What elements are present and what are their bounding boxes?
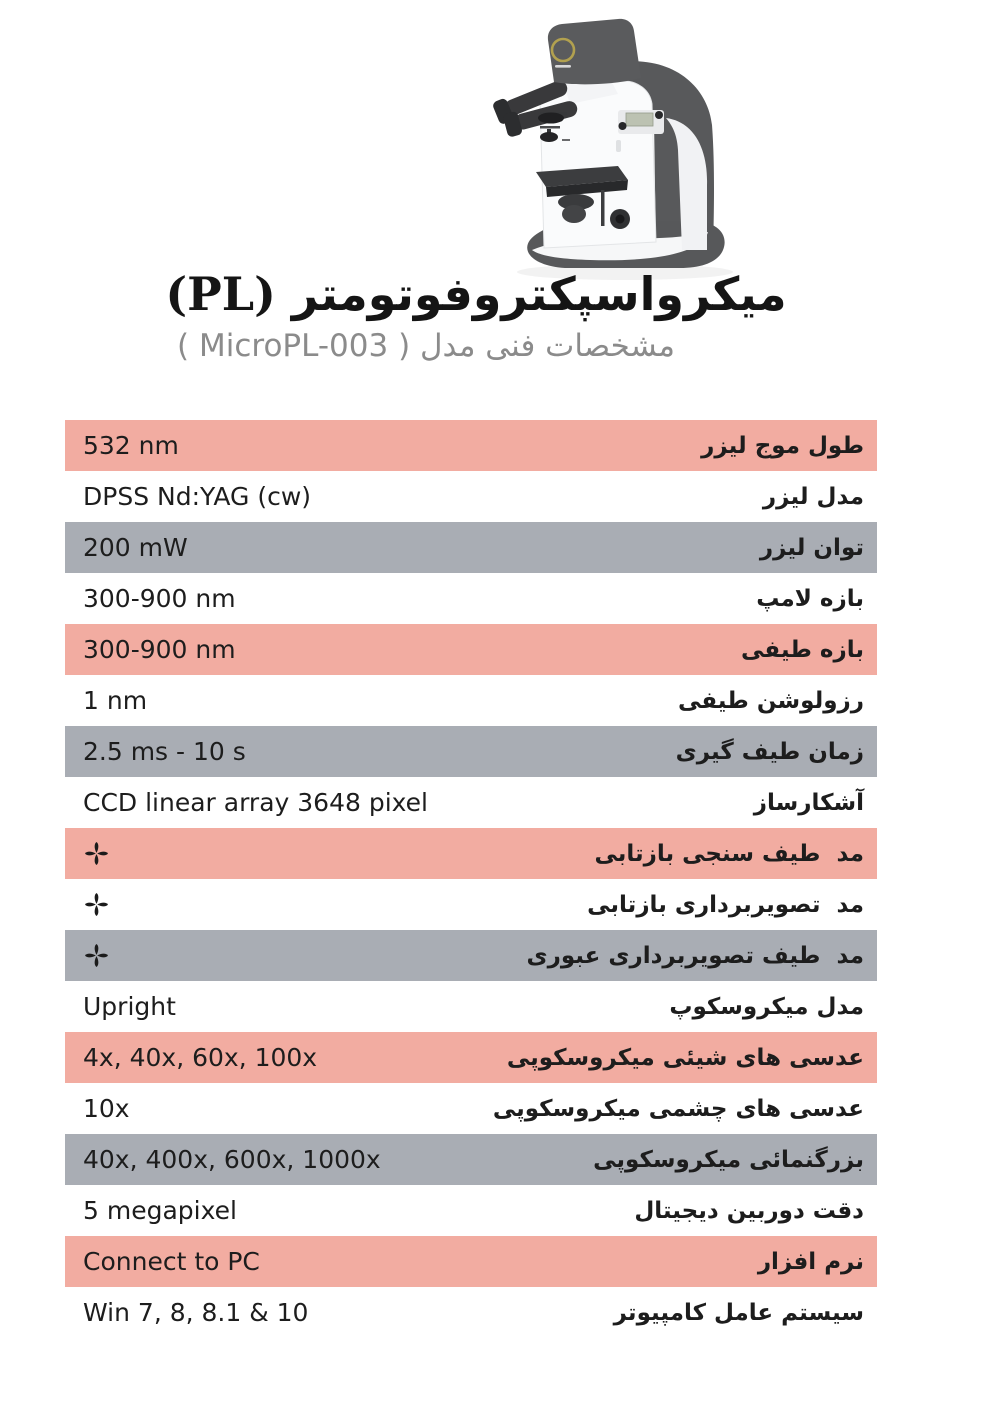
spec-label: مدل لیزر (762, 483, 864, 510)
spec-row (65, 777, 877, 828)
spec-label: مدل میکروسکوپ (669, 993, 864, 1020)
condenser-lens (562, 205, 586, 223)
spec-row (65, 522, 877, 573)
spec-label: مد طیف تصویربرداری عبوری (526, 942, 864, 969)
spec-row (65, 420, 877, 471)
spec-value: 300-900 nm (83, 635, 236, 664)
lcd-screen (626, 113, 653, 126)
spec-value: 300-900 nm (83, 584, 236, 613)
microscope-illustration (470, 0, 770, 290)
slider-mark (540, 126, 560, 129)
header (0, 266, 992, 365)
spec-value (83, 942, 110, 969)
spec-label: زمان طیف گیری (675, 738, 864, 765)
spec-label: طول موج لیزر (701, 432, 864, 459)
spec-value: 200 mW (83, 533, 188, 562)
spec-label: عدسی های چشمی میکروسکوپی (492, 1095, 864, 1122)
spec-label: عدسی های شیئی میکروسکوپی (506, 1044, 864, 1071)
focus-slider-knob (538, 113, 564, 124)
spec-value: Upright (83, 992, 176, 1021)
panel-detail (616, 140, 621, 152)
spec-value: Win 7, 8, 8.1 & 10 (83, 1298, 309, 1327)
control-knob (540, 132, 558, 142)
spec-row (65, 1032, 877, 1083)
spec-row (65, 573, 877, 624)
check-flower-icon (83, 891, 110, 918)
spec-row (65, 675, 877, 726)
spec-value: DPSS Nd:YAG (cw) (83, 482, 312, 511)
panel-knob-left (619, 122, 627, 130)
spec-row (65, 1287, 877, 1338)
spec-row (65, 1134, 877, 1185)
spec-label: بازه طیفی (741, 636, 864, 663)
title-persian: میکرواسپکتروفوتومتر (291, 267, 787, 321)
spec-label: بازه لامپ (756, 585, 864, 612)
spec-row (65, 828, 877, 879)
spec-row (65, 981, 877, 1032)
spec-row (65, 624, 877, 675)
microscope-drawing (470, 0, 770, 290)
spec-label: دقت دوربین دیجیتال (634, 1197, 864, 1224)
check-flower-icon (83, 840, 110, 867)
spec-label: توان لیزر (759, 534, 864, 561)
brand-text (555, 65, 571, 68)
spec-value: 2.5 ms - 10 s (83, 737, 246, 766)
page-title (0, 266, 972, 324)
page-subtitle: مشخصات فنی مدل ( MicroPL-003 ) (177, 327, 675, 364)
spec-row (65, 726, 877, 777)
tick-mark (562, 139, 570, 141)
spec-value: 5 megapixel (83, 1196, 237, 1225)
spec-label: آشکارساز (753, 789, 864, 816)
spec-label: مد تصویربرداری بازتابی (587, 891, 864, 918)
spec-row (65, 879, 877, 930)
spec-label: مد طیف سنجی بازتابی (594, 840, 864, 867)
spec-row (65, 930, 877, 981)
panel-knob-right (655, 111, 663, 119)
camera-head (548, 19, 641, 84)
spec-label: نرم افزار (757, 1248, 864, 1275)
spec-row (65, 471, 877, 522)
fine-focus-knob (616, 215, 625, 224)
spec-value: Connect to PC (83, 1247, 260, 1276)
spec-value: CCD linear array 3648 pixel (83, 788, 429, 817)
spec-value: 4x, 40x, 60x, 100x (83, 1043, 318, 1072)
spec-value: 532 nm (83, 431, 179, 460)
spec-label: سیستم عامل کامپیوتر (613, 1299, 864, 1326)
spec-value: 1 nm (83, 686, 148, 715)
check-flower-icon (83, 942, 110, 969)
spec-row (65, 1185, 877, 1236)
spec-value: 40x, 400x, 600x, 1000x (83, 1145, 381, 1174)
spec-value: 10x (83, 1094, 130, 1123)
spec-row (65, 1083, 877, 1134)
title-latin: (PL) (165, 267, 276, 321)
spec-value (83, 891, 110, 918)
spec-label: بزرگنمائی میکروسکوپی (593, 1146, 864, 1173)
spec-value (83, 840, 110, 867)
spec-label: رزولوشن طیفی (677, 687, 864, 714)
stage-rod (601, 190, 605, 226)
spec-row (65, 1236, 877, 1287)
spec-table (65, 420, 877, 1338)
